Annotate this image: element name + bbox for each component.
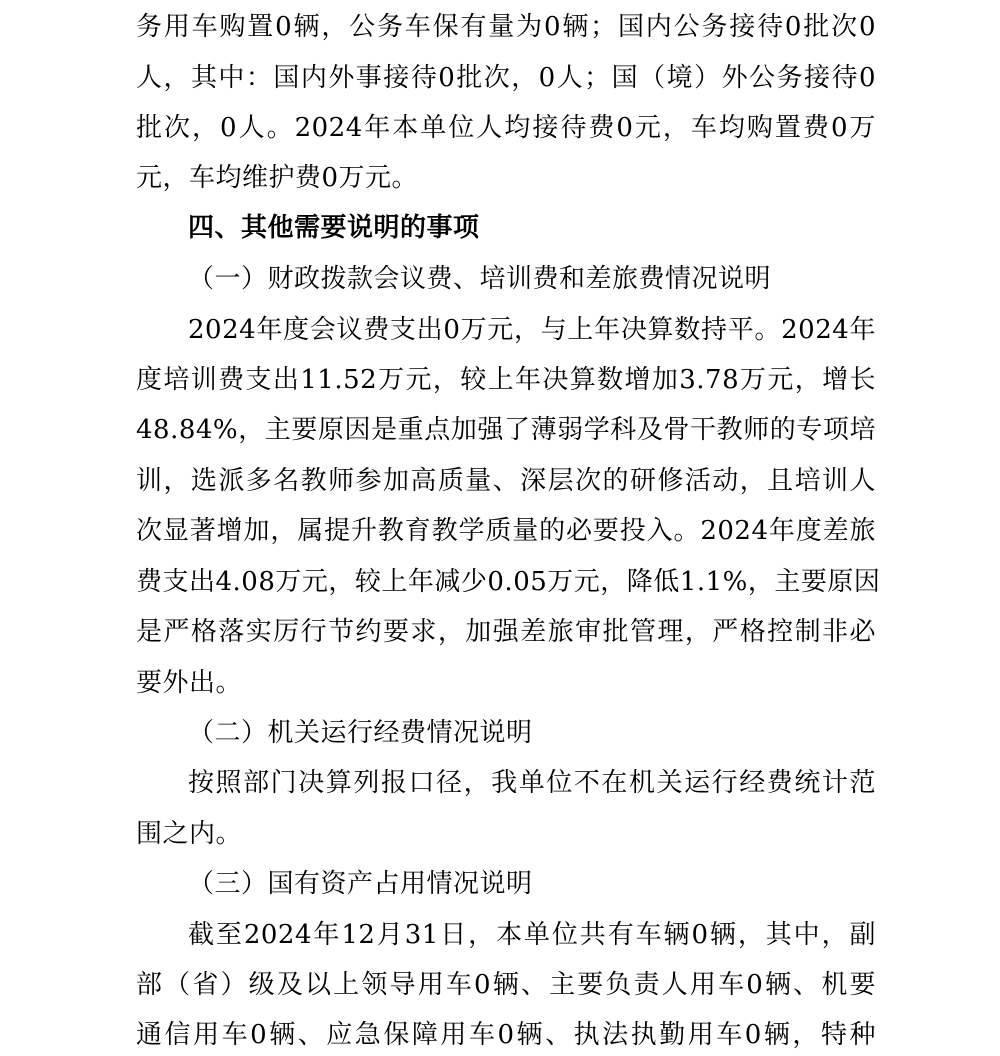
subsection-heading: （三）国有资产占用情况说明 xyxy=(188,869,533,899)
paragraph-line: 人，其中：国内外事接待0批次，0人；国（境）外公务接待0 xyxy=(136,63,876,93)
paragraph-line: 元，车均维护费0万元。 xyxy=(136,163,419,193)
paragraph-line: 训，选派多名教师参加高质量、深层次的研修活动，且培训人 xyxy=(136,466,876,496)
paragraph-line: 是严格落实厉行节约要求，加强差旅审批管理，严格控制非必 xyxy=(136,617,876,647)
paragraph-line: 务用车购置0辆，公务车保有量为0辆；国内公务接待0批次0 xyxy=(136,12,876,42)
paragraph-line: 通信用车0辆、应急保障用车0辆、执法执勤用车0辆，特种 xyxy=(136,1020,876,1050)
paragraph-line: 部（省）级及以上领导用车0辆、主要负责人用车0辆、机要 xyxy=(136,970,876,1000)
paragraph-line: 批次，0人。2024年本单位人均接待费0元，车均购置费0万 xyxy=(136,113,876,143)
paragraph-line: 2024年度会议费支出0万元，与上年决算数持平。2024年 xyxy=(188,315,876,345)
subsection-heading: （二）机关运行经费情况说明 xyxy=(188,718,533,748)
subsection-heading: （一）财政拨款会议费、培训费和差旅费情况说明 xyxy=(188,264,772,294)
section-heading: 四、其他需要说明的事项 xyxy=(188,213,480,243)
paragraph-line: 48.84%，主要原因是重点加强了薄弱学科及骨干教师的专项培 xyxy=(136,415,876,445)
paragraph-line: 围之内。 xyxy=(136,819,243,849)
paragraph-line: 截至2024年12月31日，本单位共有车辆0辆，其中，副 xyxy=(188,920,876,950)
paragraph-line: 按照部门决算列报口径，我单位不在机关运行经费统计范 xyxy=(188,768,876,798)
paragraph-line: 要外出。 xyxy=(136,668,243,698)
paragraph-line: 次显著增加，属提升教育教学质量的必要投入。2024年度差旅 xyxy=(136,516,876,546)
paragraph-line: 度培训费支出11.52万元，较上年决算数增加3.78万元，增长 xyxy=(136,365,876,395)
paragraph-line: 费支出4.08万元，较上年减少0.05万元，降低1.1%，主要原因 xyxy=(136,567,881,597)
